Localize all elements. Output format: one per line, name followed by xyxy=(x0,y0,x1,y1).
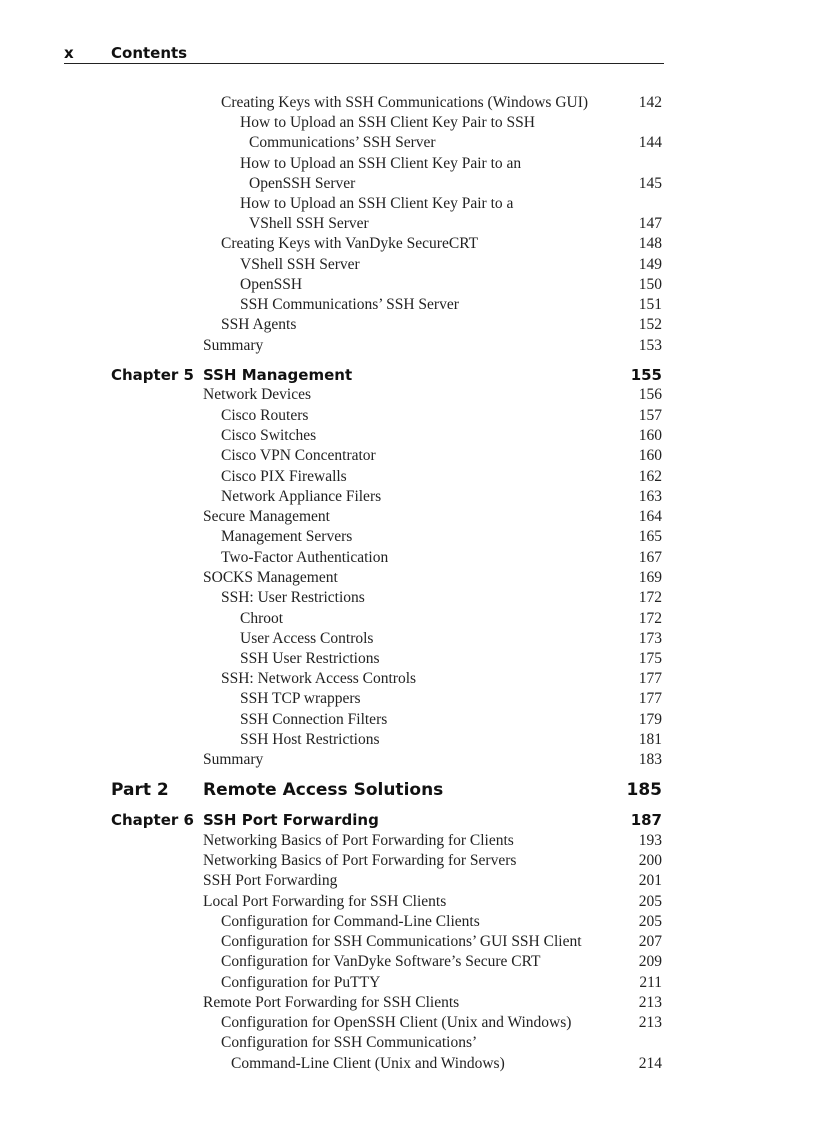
toc-entry-page: 148 xyxy=(638,235,662,252)
toc-entry xyxy=(0,872,816,892)
toc-entry-page: 193 xyxy=(638,832,662,849)
toc-entry xyxy=(0,155,816,175)
toc-entry-page: 149 xyxy=(638,256,662,273)
toc-entry-page: 157 xyxy=(638,407,662,424)
toc-entry xyxy=(0,933,816,953)
toc-entry xyxy=(0,630,816,650)
toc-entry-title: Cisco Routers xyxy=(221,407,309,424)
toc-entry-page: 162 xyxy=(638,468,662,485)
toc-entry-page: 152 xyxy=(638,316,662,333)
toc-entry xyxy=(0,114,816,134)
toc-entry-title: Management Servers xyxy=(221,528,353,545)
toc-entry-title: VShell SSH Server xyxy=(249,215,369,232)
toc-entry-title: Remote Port Forwarding for SSH Clients xyxy=(203,994,460,1011)
header-rule xyxy=(64,63,664,64)
toc-entry xyxy=(0,447,816,467)
toc-entry xyxy=(0,589,816,609)
toc-entry-page: 175 xyxy=(638,650,662,667)
toc-entry-title: SOCKS Management xyxy=(203,569,338,586)
toc-entry-page: 151 xyxy=(638,296,662,313)
toc-entry xyxy=(0,488,816,508)
toc-entry-title: SSH Agents xyxy=(221,316,297,333)
toc-entry-title: SSH: Network Access Controls xyxy=(221,670,417,687)
toc-entry-page: 205 xyxy=(638,913,662,930)
toc-entry-continuation xyxy=(0,215,816,235)
part-page: 185 xyxy=(626,780,662,800)
toc-entry-title: Command-Line Client (Unix and Windows) xyxy=(231,1055,505,1072)
toc-entry xyxy=(0,407,816,427)
toc-entry xyxy=(0,337,816,357)
toc-entry xyxy=(0,386,816,406)
toc-entry xyxy=(0,650,816,670)
toc-entry xyxy=(0,1034,816,1054)
toc-entry-page: 144 xyxy=(638,134,662,151)
toc-entry-page: 177 xyxy=(638,670,662,687)
toc-entry-page: 145 xyxy=(638,175,662,192)
toc-entry-title: Cisco PIX Firewalls xyxy=(221,468,347,485)
toc-entry-page: 167 xyxy=(638,549,662,566)
toc-entry-title: Configuration for PuTTY xyxy=(221,974,381,991)
toc-entry-page: 205 xyxy=(638,893,662,910)
toc-entry xyxy=(0,994,816,1014)
toc-entry-page: 156 xyxy=(638,386,662,403)
toc-entry-title: Network Devices xyxy=(203,386,312,403)
toc-entry xyxy=(0,731,816,751)
toc-entry-page: 213 xyxy=(638,994,662,1011)
toc-entry xyxy=(0,508,816,528)
toc-entry-continuation xyxy=(0,1055,816,1075)
toc-entry-continuation xyxy=(0,134,816,154)
toc-entry-title: Configuration for SSH Communications’ GUI SSH Client xyxy=(221,933,582,950)
toc-entry-title: SSH Host Restrictions xyxy=(240,731,380,748)
toc-entry xyxy=(0,276,816,296)
toc-entry xyxy=(0,893,816,913)
toc-entry-page: 150 xyxy=(638,276,662,293)
toc-entry-page: 160 xyxy=(638,427,662,444)
toc-entry-title: Network Appliance Filers xyxy=(221,488,382,505)
toc-entry-title: OpenSSH xyxy=(240,276,303,293)
toc-entry-page: 172 xyxy=(638,589,662,606)
toc-entry-page: 147 xyxy=(638,215,662,232)
chapter-title: SSH Port Forwarding xyxy=(203,811,379,829)
chapter-heading xyxy=(0,811,816,831)
toc-entry-page: 173 xyxy=(638,630,662,647)
toc-entry xyxy=(0,690,816,710)
toc-entry-title: Summary xyxy=(203,337,264,354)
toc-entry xyxy=(0,974,816,994)
running-header-title: Contents xyxy=(111,44,188,62)
chapter-label: Chapter 5 xyxy=(111,366,194,384)
toc-entry-title: How to Upload an SSH Client Key Pair to a xyxy=(240,195,514,212)
page-number: x xyxy=(64,44,74,62)
toc-entry-page: 153 xyxy=(638,337,662,354)
toc-entry-page: 214 xyxy=(638,1055,662,1072)
toc-entry xyxy=(0,256,816,276)
toc-entry-title: How to Upload an SSH Client Key Pair to an xyxy=(240,155,522,172)
toc-entry-title: How to Upload an SSH Client Key Pair to SSH xyxy=(240,114,535,131)
toc-entry-title: SSH Connection Filters xyxy=(240,711,388,728)
toc-entry xyxy=(0,852,816,872)
toc-entry-page: 213 xyxy=(638,1014,662,1031)
toc-entry xyxy=(0,751,816,771)
toc-entry xyxy=(0,316,816,336)
toc-entry-title: Secure Management xyxy=(203,508,330,525)
toc-entry-title: Configuration for VanDyke Software’s Secure CRT xyxy=(221,953,541,970)
toc-entry xyxy=(0,296,816,316)
toc-entry-title: Chroot xyxy=(240,610,284,627)
toc-entry-title: Configuration for Command-Line Clients xyxy=(221,913,480,930)
toc-entry xyxy=(0,711,816,731)
toc-entry-title: Communications’ SSH Server xyxy=(249,134,436,151)
toc-entry-page: 172 xyxy=(638,610,662,627)
toc-entry-title: Creating Keys with SSH Communications (Windows GUI) xyxy=(221,94,589,111)
toc-entry xyxy=(0,94,816,114)
toc-entry-title: SSH Port Forwarding xyxy=(203,872,338,889)
toc-entry-title: Networking Basics of Port Forwarding for Clients xyxy=(203,832,514,849)
toc-entry-page: 165 xyxy=(638,528,662,545)
toc-entry xyxy=(0,610,816,630)
toc-entry xyxy=(0,468,816,488)
toc-entry xyxy=(0,549,816,569)
toc-entry-page: 201 xyxy=(638,872,662,889)
toc-entry xyxy=(0,427,816,447)
toc-entry-page: 207 xyxy=(638,933,662,950)
toc-entry-title: Summary xyxy=(203,751,264,768)
toc-entry-title: Cisco VPN Concentrator xyxy=(221,447,376,464)
toc-entry-page: 179 xyxy=(638,711,662,728)
toc-entry xyxy=(0,1014,816,1034)
toc-entry xyxy=(0,670,816,690)
toc-entry-page: 211 xyxy=(639,974,662,991)
toc-entry-title: VShell SSH Server xyxy=(240,256,360,273)
toc-entry xyxy=(0,913,816,933)
toc-entry-title: Networking Basics of Port Forwarding for Servers xyxy=(203,852,517,869)
toc-entry-continuation xyxy=(0,175,816,195)
toc-entry-title: OpenSSH Server xyxy=(249,175,356,192)
chapter-heading xyxy=(0,366,816,386)
toc-entry-title: Configuration for SSH Communications’ xyxy=(221,1034,478,1051)
toc-entry-page: 209 xyxy=(638,953,662,970)
toc-entry-page: 183 xyxy=(638,751,662,768)
toc-entry-page: 181 xyxy=(638,731,662,748)
toc-entry-title: Configuration for OpenSSH Client (Unix and Windows) xyxy=(221,1014,572,1031)
part-title: Remote Access Solutions xyxy=(203,780,444,800)
toc-entry xyxy=(0,195,816,215)
toc-entry-title: Two-Factor Authentication xyxy=(221,549,389,566)
toc-entry-page: 142 xyxy=(638,94,662,111)
toc-entry xyxy=(0,235,816,255)
toc-entry-title: Cisco Switches xyxy=(221,427,317,444)
toc-entry xyxy=(0,569,816,589)
toc-entry-page: 160 xyxy=(638,447,662,464)
chapter-page: 187 xyxy=(630,811,662,829)
toc-entry-page: 200 xyxy=(638,852,662,869)
part-heading xyxy=(0,780,816,800)
toc-entry-title: User Access Controls xyxy=(240,630,374,647)
toc-entry-title: Creating Keys with VanDyke SecureCRT xyxy=(221,235,479,252)
toc-entry xyxy=(0,528,816,548)
toc-entry-page: 163 xyxy=(638,488,662,505)
chapter-page: 155 xyxy=(630,366,662,384)
part-label: Part 2 xyxy=(111,780,169,800)
toc-entry-page: 169 xyxy=(638,569,662,586)
toc-entry-title: Local Port Forwarding for SSH Clients xyxy=(203,893,447,910)
toc-entry-title: SSH Communications’ SSH Server xyxy=(240,296,459,313)
toc-entry xyxy=(0,953,816,973)
chapter-title: SSH Management xyxy=(203,366,353,384)
toc-entry-page: 177 xyxy=(638,690,662,707)
toc-entry xyxy=(0,832,816,852)
toc-entry-page: 164 xyxy=(638,508,662,525)
toc-entry-title: SSH TCP wrappers xyxy=(240,690,361,707)
chapter-label: Chapter 6 xyxy=(111,811,194,829)
toc-entry-title: SSH User Restrictions xyxy=(240,650,380,667)
toc-entry-title: SSH: User Restrictions xyxy=(221,589,365,606)
